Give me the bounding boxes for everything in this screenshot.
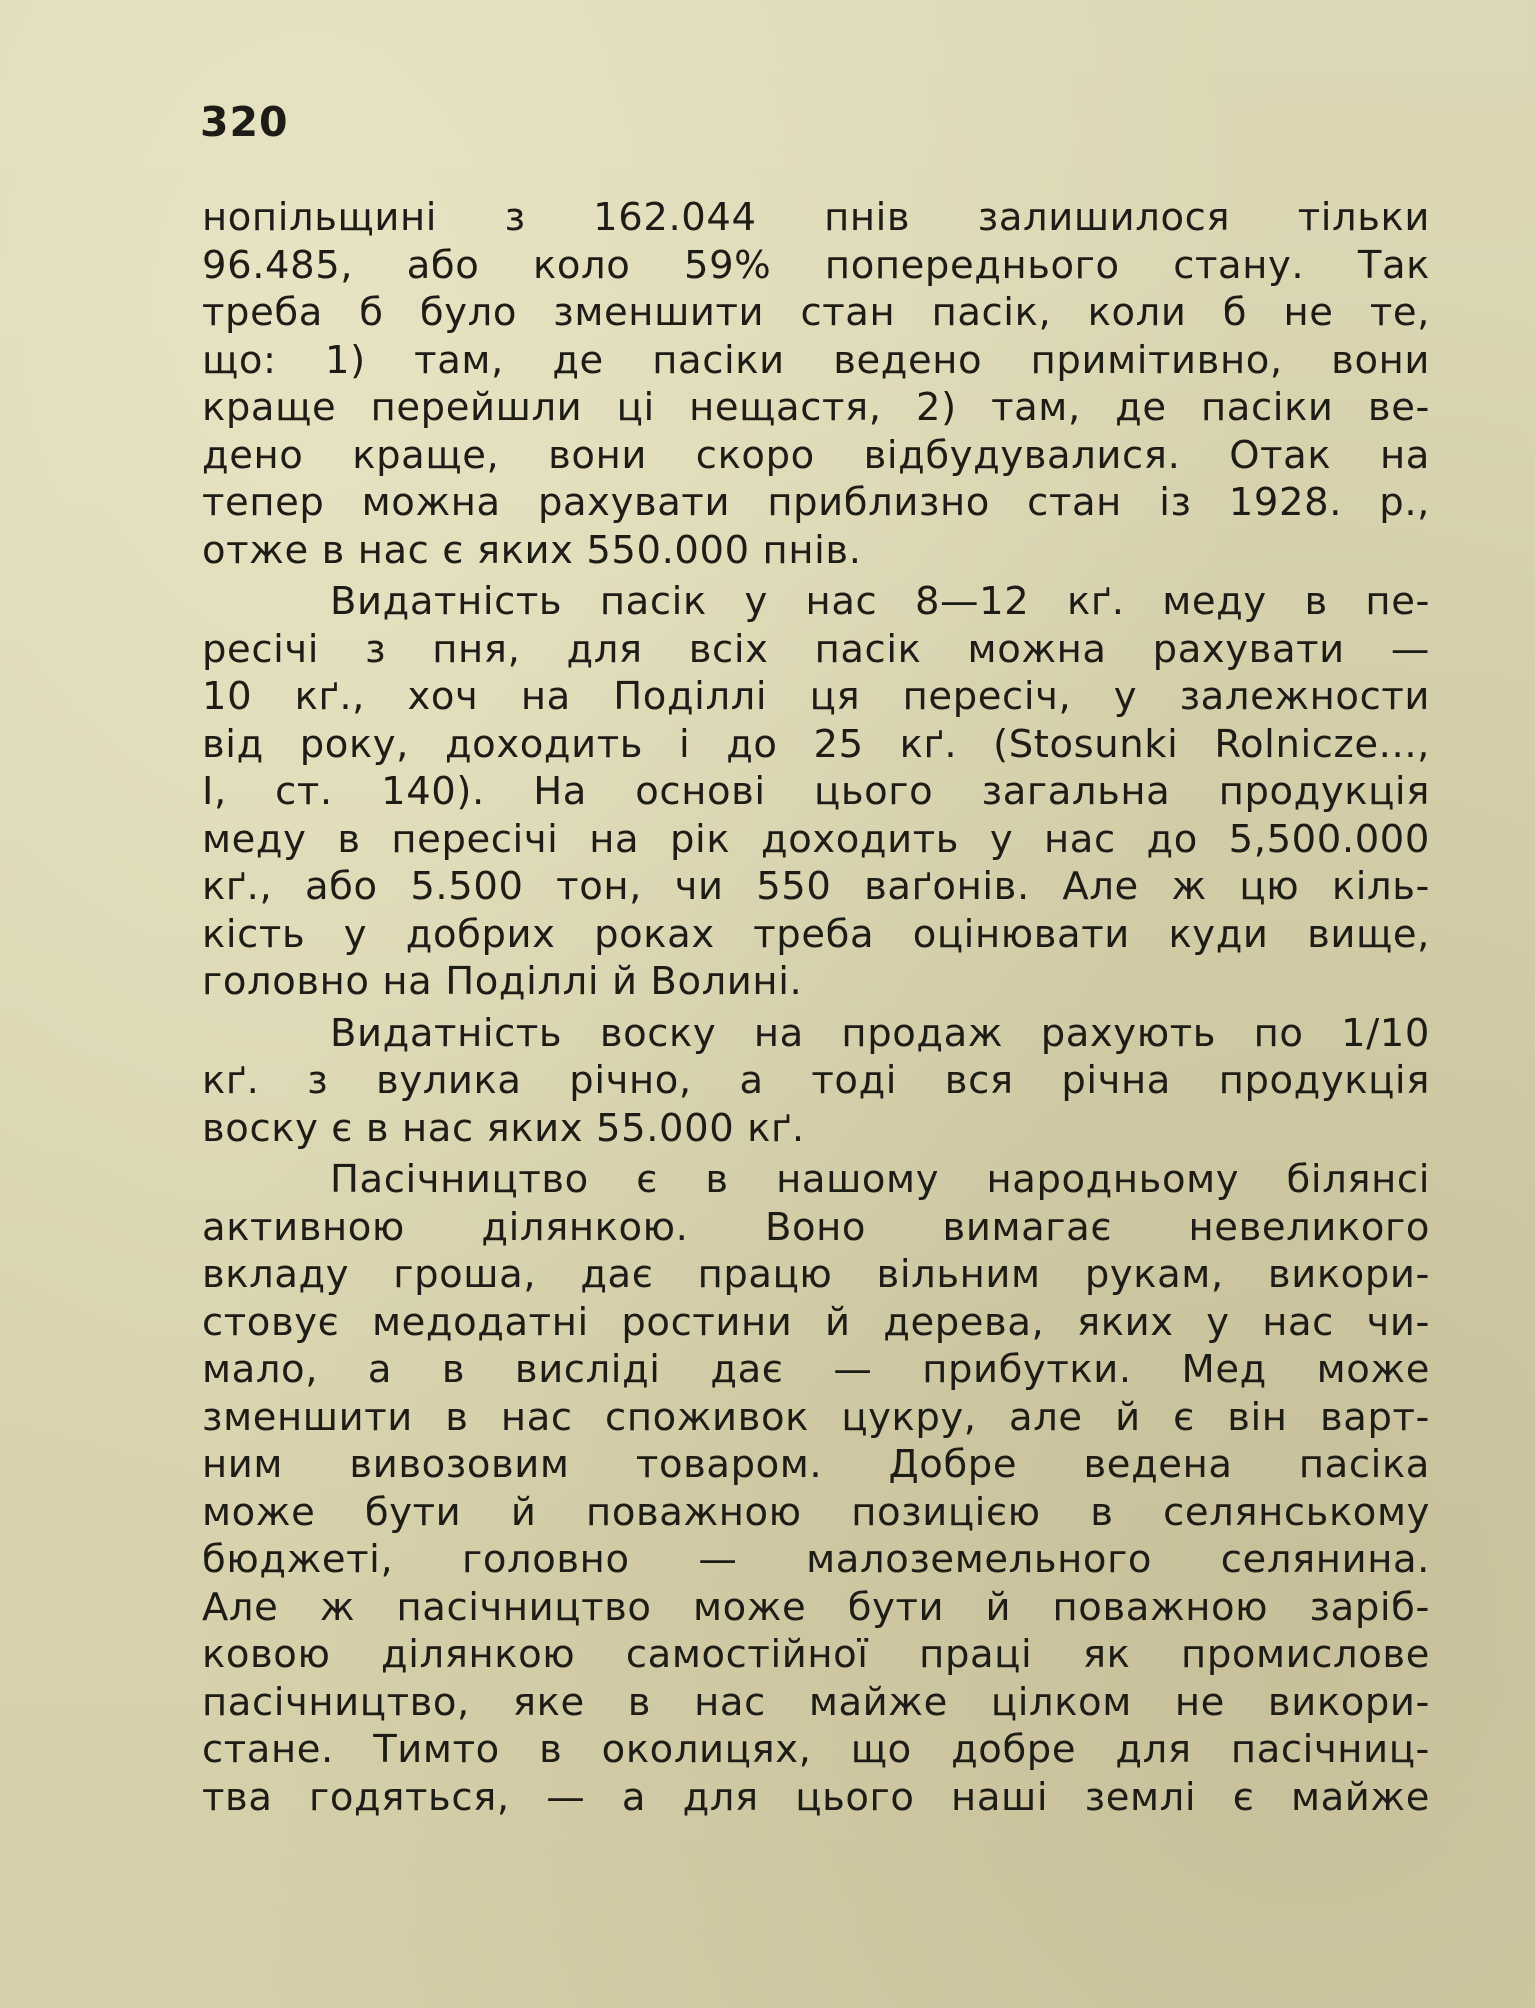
text-line: тепер можна рахувати приблизно стан із 1928. р., (202, 480, 1430, 525)
text-line: стане. Тимто в околицях, що добре для пасічниц- (202, 1727, 1430, 1772)
text-line: Видатність воску на продаж рахують по 1/10 (330, 1010, 1430, 1056)
text-line: що: 1) там, де пасіки ведено примітивно, вони (202, 337, 1430, 383)
text-line: ресічі з пня, для всіх пасік можна рахувати — (202, 626, 1430, 672)
text-line: вкладу гроша, дає працю вільним рукам, викори- (202, 1252, 1430, 1297)
text-line: ним вивозовим товаром. Добре ведена пасіка (202, 1442, 1430, 1487)
text-line: треба б було зменшити стан пасік, коли б не те, (202, 290, 1430, 335)
text-line: Пасічництво є в нашому народньому білянсі (330, 1157, 1430, 1202)
body-text (202, 194, 1430, 1821)
text-line: мало, а в висліді дає — прибутки. Мед може (202, 1347, 1430, 1392)
text-line: краще перейшли ці нещастя, 2) там, де пасіки ве- (202, 385, 1430, 430)
page-number: 320 (200, 98, 289, 146)
text-line: кґ. з вулика річно, а тоді вся річна продукція (202, 1058, 1430, 1103)
text-line: пасічництво, яке в нас майже цілком не викори- (202, 1679, 1430, 1725)
text-line: головно на Поділлі й Волині. (202, 959, 803, 1004)
text-line: меду в пересічі на рік доходить у нас до 5,500.000 (202, 816, 1430, 862)
text-line: може бути й поважною позицією в селянському (202, 1489, 1430, 1535)
text-line: I, ст. 140). На основі цього загальна продукція (202, 769, 1430, 814)
text-line: стовує медодатні ростини й дерева, яких у нас чи- (202, 1299, 1430, 1345)
text-line: воску є в нас яких 55.000 кґ. (202, 1105, 805, 1151)
text-line: від року, доходить і до 25 кґ. (Stosunki Rolnicze..., (202, 721, 1430, 767)
text-line: кґ., або 5.500 тон, чи 550 ваґонів. Але ж цю кіль- (202, 864, 1430, 909)
text-line: тва годяться, — а для цього наші землі є майже (202, 1774, 1430, 1820)
text-line: бюджеті, головно — малоземельного селянина. (202, 1537, 1430, 1582)
text-line: кість у добрих роках треба оцінювати куди вище, (202, 911, 1430, 957)
text-line: Видатність пасік у нас 8—12 кґ. меду в пе- (330, 579, 1430, 624)
text-line: нопільщині з 162.044 пнів залишилося тільки (202, 195, 1430, 240)
text-line: дено краще, вони скоро відбудувалися. Отак на (202, 432, 1430, 478)
text-line: Але ж пасічництво може бути й поважною заріб- (202, 1584, 1430, 1630)
text-line: 96.485, або коло 59% попереднього стану. Так (202, 242, 1430, 288)
text-line: зменшити в нас споживок цукру, але й є він варт- (202, 1394, 1430, 1440)
text-line: 10 кґ., хоч на Поділлі ця пересіч, у залежности (202, 674, 1430, 719)
text-line: отже в нас є яких 550.000 пнів. (202, 527, 862, 573)
text-line: ковою ділянкою самостійної праці як промислове (202, 1632, 1430, 1677)
text-line: активною ділянкою. Воно вимагає невеликого (202, 1204, 1430, 1250)
